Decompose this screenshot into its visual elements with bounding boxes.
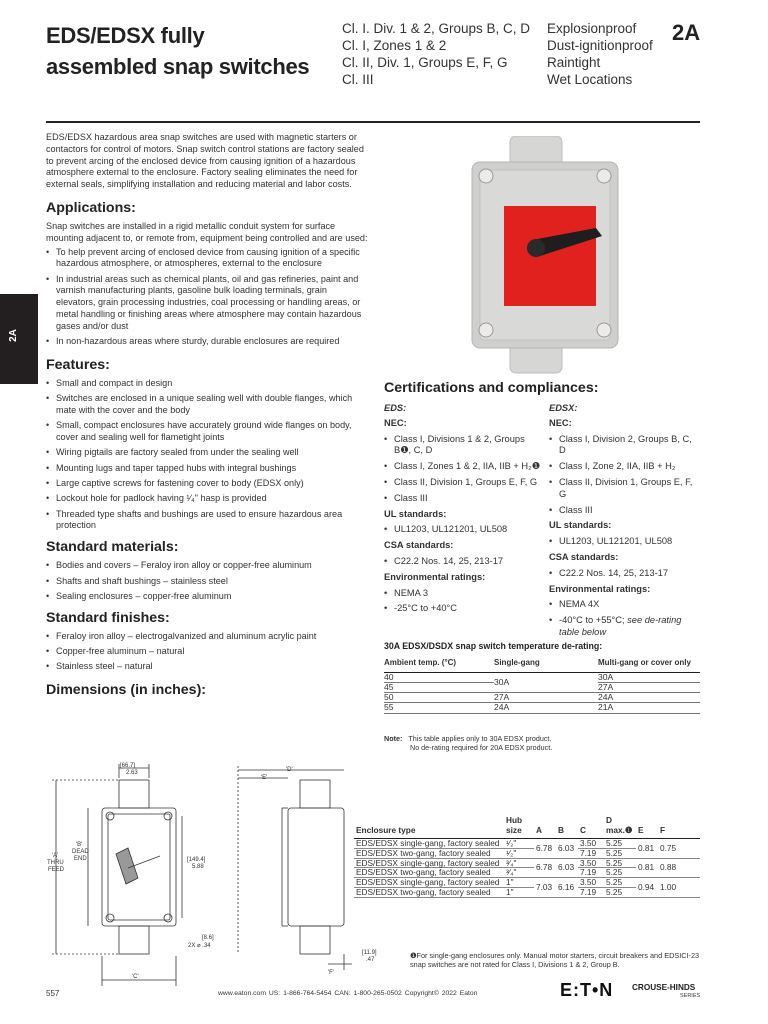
table-cell: 7.03 [534,878,556,898]
label-end: END [74,856,87,862]
env-label: Environmental ratings: [384,571,486,582]
dim-hole-inch: 2X ⌀ .34 [188,943,211,949]
label-b: 'B' [76,842,83,848]
table-row [354,878,700,888]
dim-top-inch: 2.63 [126,770,138,776]
table-cell: 21A [598,703,700,713]
column-header: B [556,816,578,839]
label-c: 'C' [132,974,139,980]
class-line: Cl. I. Div. 1 & 2, Groups B, C, D [342,21,531,36]
nec-label: NEC: [384,417,407,428]
table-cell: ¹⁄₂" [504,839,534,849]
temp-range: -40°C to +55°C; [559,615,628,626]
column-header: Enclosure type [354,816,504,839]
list-item: • Class III [549,505,701,517]
list-item: • Sealing enclosures – copper-free aluminum [46,591,368,603]
dimensions-heading: Dimensions (in inches): [46,682,207,698]
rating-line: Dust-ignitionproof [547,38,653,53]
list-item: • C22.2 Nos. 14, 25, 213-17 [549,568,701,580]
table-cell: 0.81 [636,858,658,878]
table-row [354,839,700,849]
ul-label: UL standards: [549,520,612,531]
table-cell: EDS/EDSX two-gang, factory sealed [354,848,504,858]
rating-line: Raintight [547,55,601,70]
applications-heading: Applications: [46,199,136,216]
list-item: • Class I, Zone 2, IIA, IIB + H₂ [549,461,701,473]
edsx-label: EDSX: [549,403,578,413]
table-cell: 5.25 [604,839,636,849]
edsx-certifications [549,403,701,643]
page-title: EDS/EDSX fully assembled snap switches [46,23,310,79]
table-cell: 5.25 [604,848,636,858]
list-item: • Class I, Zones 1 & 2, IIA, IIB + H₂❶ [384,461,544,473]
dim-side-inch: 5.88 [192,864,204,870]
class-line: Cl. I, Zones 1 & 2 [342,38,447,53]
table-cell: 5.25 [604,887,636,897]
label-thru: THRU [47,860,64,866]
eaton-wordmark: E:T•N [560,980,614,1000]
table-cell: 5.25 [604,878,636,888]
table-cell: 1.00 [658,878,700,898]
derating-note [384,734,552,752]
finishes-heading: Standard finishes: [46,609,170,626]
section-badge: 2A [672,20,701,45]
column-header: F [658,816,700,839]
list-item: • Threaded type shafts and bushings are used to ensure hazardous area protection [46,509,368,533]
table-row [384,703,700,713]
table-cell: 27A [494,693,598,703]
table-cell: 24A [494,703,598,713]
label-feed: FEED [48,867,65,873]
note-line: This table applies only to 30A EDSX product. [408,734,552,743]
list-item: • In industrial areas such as chemical plants, oil and gas refineries, paint and varnish manufacturing plants, gasoline bulk loading terminals, grain elevators, grain processing industries, coal processing or handling areas, or metal handling or finishing areas where atmosphere may contain hazardous gases and/or dust [46,274,368,333]
protection-ratings [547,20,667,88]
dim-f: [11.9] [362,950,377,956]
table-cell: ³⁄₄" [504,868,534,878]
list-item: • Switches are enclosed in a unique sealing well with double flanges, which mate with the cover and the body [46,393,368,417]
table-cell: 6.03 [556,858,578,878]
column-header: Single-gang [494,658,598,672]
materials-list [46,560,368,602]
list-item: • Large captive screws for fastening cover to body (EDSX only) [46,478,368,490]
label-dead: DEAD [72,849,89,855]
section-side-tab [0,294,38,384]
table-cell: 7.19 [578,868,604,878]
list-item: • UL1203, UL121201, UL508 [549,536,701,548]
table-cell: 1" [504,878,534,888]
table-cell: 27A [598,682,700,692]
column-header: Multi-gang or cover only [598,658,700,672]
table-row [384,672,700,682]
table-cell: 0.81 [636,839,658,859]
table-cell: 6.03 [556,839,578,859]
list-item: • Class III [384,493,544,505]
table-cell: 5.25 [604,868,636,878]
list-item: • Bodies and covers – Feraloy iron alloy or copper-free aluminum [46,560,368,572]
table-cell: 3.50 [578,839,604,849]
list-item: • Small, compact enclosures have accurately ground wide flanges on body, cover and sealing well for flametight joints [46,420,368,444]
dim-f-inch: .47 [366,957,375,963]
table-cell: 7.19 [578,887,604,897]
list-item: • To help prevent arcing of enclosed device from causing ignition of a specific hazardous atmosphere, or atmospheres, external to the enclosure [46,247,368,271]
column-header: D max.❶ [604,816,636,839]
table-cell: 5.25 [604,858,636,868]
table-cell: EDS/EDSX two-gang, factory sealed [354,887,504,897]
series-label: SERIES [680,993,701,999]
dim-hole: [8.6] [202,935,214,941]
table-cell: EDS/EDSX single-gang, factory sealed [354,858,504,868]
certifications-heading: Certifications and compliances: [384,380,599,396]
table-cell: 55 [384,703,494,713]
side-tab-label: 2A [7,329,19,342]
finishes-list [46,631,368,673]
dim-top: [66.7] [120,763,136,769]
list-item: • NEMA 3 [384,588,544,600]
eds-certifications [384,403,544,619]
label-e: 'E' [261,775,268,781]
table-cell: 6.16 [556,878,578,898]
page-number: 557 [46,989,60,998]
list-item: • Mounting lugs and taper tapped hubs with integral bushings [46,463,368,475]
list-item: • Stainless steel – natural [46,661,368,673]
table-cell: 30A [598,672,700,682]
class-line: Cl. III [342,72,374,87]
nec-label: NEC: [549,417,572,428]
left-column [46,128,368,703]
dimension-drawing [32,758,382,986]
table-row [384,693,700,703]
applications-lead: Snap switches are installed in a rigid metallic conduit system for surface mounting adjacent to, or remote from, equipment being controlled and are used: [46,220,368,243]
list-item: • C22.2 Nos. 14, 25, 213-17 [384,556,544,568]
list-item: • Class II, Division 1, Groups E, F, G [549,477,701,501]
table-cell: 3.50 [578,858,604,868]
applications-list [46,247,368,348]
table-cell: 50 [384,693,494,703]
list-item: • Copper-free aluminum – natural [46,646,368,658]
enclosure-table [354,816,700,898]
features-list [46,378,368,532]
crouse-hinds-wordmark: CROUSE-HINDS [632,983,696,992]
list-item: • Class II, Division 1, Groups E, F, G [384,477,544,489]
table-cell: 0.94 [636,878,658,898]
column-header: A [534,816,556,839]
rating-line: Explosionproof [547,21,637,36]
label-a: 'A' [52,853,59,859]
list-item [549,615,701,639]
table-cell: 1" [504,887,534,897]
column-header: E [636,816,658,839]
table-cell: 0.88 [658,858,700,878]
dim-side: [149.4] [187,857,206,863]
features-heading: Features: [46,356,110,373]
enclosure-footnote: ❶For single-gang enclosures only. Manual motor starters, circuit breakers and EDSICI-23 snap switches are not rated for Class I, Divisions 1 & 2, Group B. [410,951,700,969]
table-cell: 30A [494,672,598,693]
list-item: • In non-hazardous areas where sturdy, durable enclosures are required [46,336,368,348]
eds-label: EDS: [384,403,407,413]
list-item: • Shafts and shaft bushings – stainless steel [46,576,368,588]
product-photo [470,136,620,376]
list-item: • NEMA 4X [549,599,701,611]
ul-label: UL standards: [384,508,447,519]
csa-label: CSA standards: [549,551,619,562]
column-header: Hub size [504,816,534,839]
table-cell: ³⁄₄" [504,858,534,868]
csa-label: CSA standards: [384,540,454,551]
column-header: Ambient temp. (°C) [384,658,494,672]
table-cell: 40 [384,672,494,682]
list-item: • Lockout hole for padlock having ¹⁄₄" hasp is provided [46,493,368,505]
table-cell: 45 [384,682,494,692]
class-line: Cl. II, Div. 1, Groups E, F, G [342,55,508,70]
table-cell: 24A [598,693,700,703]
table-cell: 0.75 [658,839,700,859]
table-cell: 6.78 [534,858,556,878]
list-item: • -25°C to +40°C [384,603,544,615]
footer-contact: www.eaton.com US: 1-866-764-5454 CAN: 1-800-265-0502 Copyright© 2022 Eaton [218,990,478,997]
label-d: 'D' [286,767,293,773]
note-line: No de-rating required for 20A EDSX product. [410,743,553,752]
note-label: Note: [384,734,403,743]
hazard-classes [342,20,542,88]
list-item: • Small and compact in design [46,378,368,390]
table-cell: EDS/EDSX single-gang, factory sealed [354,878,504,888]
table-cell: 3.50 [578,878,604,888]
table-cell: 6.78 [534,839,556,859]
table-cell: ¹⁄₂" [504,848,534,858]
list-item: • Class I, Divisions 1 & 2, Groups B❶, C, D [384,434,544,458]
table-cell: EDS/EDSX single-gang, factory sealed [354,839,504,849]
list-item: • Class I, Division 2, Groups B, C, D [549,434,701,458]
materials-heading: Standard materials: [46,539,179,556]
table-cell: EDS/EDSX two-gang, factory sealed [354,868,504,878]
env-label: Environmental ratings: [549,583,651,594]
derating-title: 30A EDSX/DSDX snap switch temperature de-rating: [384,641,603,651]
derating-reference: see de-rating table below [559,615,682,637]
list-item: • Feraloy iron alloy – electrogalvanized and aluminum acrylic paint [46,631,368,643]
list-item: • Wiring pigtails are factory sealed from under the sealing well [46,447,368,459]
list-item: • UL1203, UL121201, UL508 [384,524,544,536]
rating-line: Wet Locations [547,72,633,87]
label-f: 'F' [328,970,334,976]
header-rule [46,121,700,123]
table-cell: 7.19 [578,848,604,858]
eaton-logo [560,980,700,1002]
column-header: C [578,816,604,839]
derating-table [384,658,700,714]
intro-paragraph: EDS/EDSX hazardous area snap switches are used with magnetic starters or contactors for control of motors. Snap switch control stations are factory sealed to prevent arcing of the enclosed device from causing ignition of a hazardous atmosphere external to the enclosure. Factory sealing eliminates the need for external seals, simplifying installation and reducing material and labor costs. [46,132,364,190]
